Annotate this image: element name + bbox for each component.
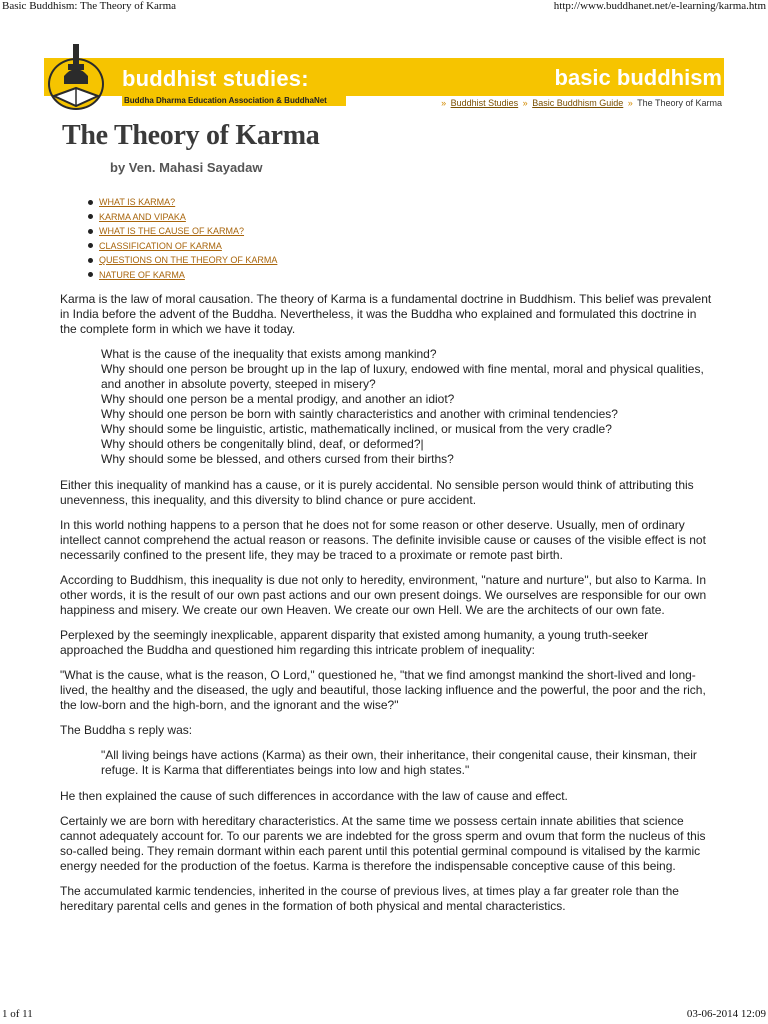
print-page-title: Basic Buddhism: The Theory of Karma bbox=[2, 0, 177, 12]
toc-item bbox=[88, 224, 277, 239]
question-line: Why should some be linguistic, artistic, mathematically inclined, or musical from the very cradle? bbox=[101, 422, 612, 436]
paragraph: The accumulated karmic tendencies, inherited in the course of previous lives, at times play a far greater role than the hereditary parental cells and genes in the formation of both physical and mental characteristics. bbox=[60, 884, 679, 913]
breadcrumb-separator: » bbox=[522, 98, 528, 108]
print-page-count: 1 of 11 bbox=[2, 1008, 33, 1020]
toc-item bbox=[88, 253, 277, 268]
breadcrumb-current: The Theory of Karma bbox=[637, 98, 722, 108]
article-author: by Ven. Mahasi Sayadaw bbox=[110, 160, 263, 175]
brand-title: buddhist studies: bbox=[122, 66, 309, 91]
table-of-contents bbox=[88, 195, 277, 282]
article-body bbox=[60, 292, 712, 924]
paragraph: In this world nothing happens to a person that he does not for some reason or other deserve. Usually, men of ordinary intellect cannot comprehend the actual reason or reasons. The definite invisible cause or causes of the visible effect is not necessarily confined to the present life, they may be traced to a proximate or remote past birth. bbox=[60, 518, 706, 562]
toc-link-questions[interactable]: QUESTIONS ON THE THEORY OF KARMA bbox=[99, 255, 278, 265]
toc-item bbox=[88, 195, 277, 210]
article-title: The Theory of Karma bbox=[62, 120, 320, 151]
stupa-book-logo-icon bbox=[44, 44, 120, 116]
brand-subtitle: Buddha Dharma Education Association & BuddhaNet bbox=[122, 96, 346, 106]
question-line: Why should others be congenitally blind, deaf, or deformed?| bbox=[101, 437, 424, 451]
breadcrumb bbox=[439, 98, 722, 108]
paragraph: Karma is the law of moral causation. The theory of Karma is a fundamental doctrine in Buddhism. This belief was prevalent in India before the advent of the Buddha. Nevertheless, it was the Buddha who explained and formulated this doctrine in the complete form in which we have it today. bbox=[60, 292, 712, 336]
toc-link-what-is-karma[interactable]: WHAT IS KARMA? bbox=[99, 197, 176, 207]
bullet-icon bbox=[88, 243, 93, 248]
toc-link-nature-of-karma[interactable]: NATURE OF KARMA bbox=[99, 269, 185, 280]
paragraph: "What is the cause, what is the reason, O Lord," questioned he, "that we find amongst mankind the short-lived and long-lived, the healthy and the diseased, the ugly and beautiful, those lacking influence and the powerful, the poor and the rich, the low-born and the high-born, and the ignorant and the wise?" bbox=[60, 668, 706, 712]
bullet-icon bbox=[88, 200, 93, 205]
paragraph: He then explained the cause of such differences in accordance with the law of cause and effect. bbox=[60, 789, 568, 803]
breadcrumb-separator: » bbox=[441, 98, 447, 108]
toc-item bbox=[88, 239, 277, 254]
question-line: Why should one person be born with saintly characteristics and another with criminal tendencies? bbox=[101, 407, 618, 421]
section-title: basic buddhism bbox=[554, 65, 722, 90]
print-datetime: 03-06-2014 12:09 bbox=[686, 1008, 766, 1020]
question-line: Why should one person be a mental prodigy, and another an idiot? bbox=[101, 392, 455, 406]
breadcrumb-separator: » bbox=[627, 98, 633, 108]
paragraph: According to Buddhism, this inequality is due not only to heredity, environment, "nature and nurture", but also to Karma. In other words, it is the result of our own past actions and our own present doings. We ourselves are responsible for our own happiness and misery. We create our own Heaven. We create our own Hell. We are the architects of our own fate. bbox=[60, 573, 707, 617]
breadcrumb-link-buddhist-studies[interactable]: Buddhist Studies bbox=[450, 98, 519, 108]
bullet-icon bbox=[88, 258, 93, 263]
print-url: http://www.buddhanet.net/e-learning/karma.htm bbox=[553, 0, 766, 12]
print-footer bbox=[0, 1008, 768, 1024]
breadcrumb-link-basic-buddhism-guide[interactable]: Basic Buddhism Guide bbox=[532, 98, 624, 108]
print-header bbox=[0, 0, 768, 14]
question-line: Why should one person be brought up in the lap of luxury, endowed with fine mental, moral and physical qualities, and another in absolute poverty, steeped in misery? bbox=[101, 362, 704, 391]
toc-link-cause-of-karma[interactable]: WHAT IS THE CAUSE OF KARMA? bbox=[99, 226, 245, 236]
question-line: What is the cause of the inequality that exists among mankind? bbox=[101, 347, 437, 361]
toc-link-karma-and-vipaka[interactable]: KARMA AND VIPAKA bbox=[99, 211, 186, 222]
toc-link-classification[interactable]: CLASSIFICATION OF KARMA bbox=[99, 240, 222, 251]
question-line: Why should some be blessed, and others cursed from their births? bbox=[101, 452, 454, 466]
buddha-quote: "All living beings have actions (Karma) as their own, their inheritance, their congenital cause, their kinsman, their refuge. It is Karma that differentiates beings into low and high states." bbox=[101, 748, 697, 777]
question-list bbox=[101, 347, 712, 467]
paragraph: Either this inequality of mankind has a cause, or it is purely accidental. No sensible person would think of attributing this unevenness, this inequality, and this diversity to blind chance or pure accident. bbox=[60, 478, 694, 507]
paragraph: Certainly we are born with hereditary characteristics. At the same time we possess certain innate abilities that science cannot adequately account for. To our parents we are indebted for the gross sperm and ovum that form the nucleus of this so-called being. They remain dormant within each parent until this potential germinal compound is vitalised by the karmic energy needed for the production of the foetus. Karma is therefore the indispensable conceptive cause of this being. bbox=[60, 814, 706, 873]
toc-item bbox=[88, 268, 277, 283]
toc-item bbox=[88, 210, 277, 225]
bullet-icon bbox=[88, 214, 93, 219]
paragraph: The Buddha s reply was: bbox=[60, 723, 193, 737]
paragraph: Perplexed by the seemingly inexplicable, apparent disparity that existed among humanity, a young truth-seeker approached the Buddha and questioned him regarding this intricate problem of inequality: bbox=[60, 628, 649, 657]
bullet-icon bbox=[88, 272, 93, 277]
bullet-icon bbox=[88, 229, 93, 234]
